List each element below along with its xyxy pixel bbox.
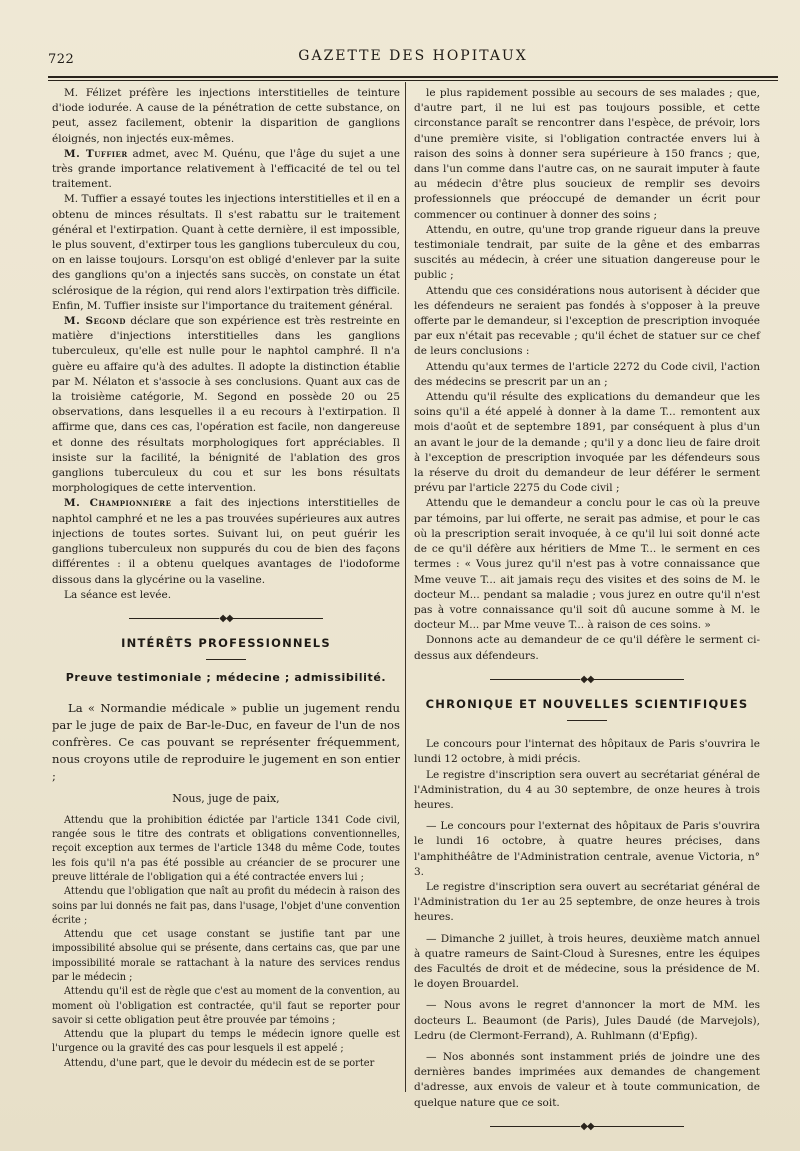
news-paragraph: Le concours pour l'internat des hôpitaux de Paris s'ouvrira le lundi 12 octobre, à midi précis. <box>414 738 760 766</box>
short-rule <box>206 659 246 660</box>
judge-line: Nous, juge de paix, <box>172 791 280 805</box>
header-rule <box>48 76 778 81</box>
paragraph-seance-levee: La séance est levée. <box>64 588 172 601</box>
judgment-paragraph: Attendu que la prohibition édictée par l'article 1341 Code civil, rangée sous le titre des contrats et obligations conventionnelles, reçoit exception aux termes de l'article 1348 du même Code, toutes les fois qu'il n'a pas été possible au créancier de se procurer une preuve littérale de l'obligation qui a été contractée envers lui ; <box>52 814 400 883</box>
paragraph-tuffier-1: M. Tuffier admet, avec M. Quénu, que l'âge du sujet a une très grande importance relativement à l'efficacité de tel ou tel traitement. <box>52 147 401 191</box>
judgment-paragraph: Attendu, d'une part, que le devoir du médecin est de se porter <box>64 1057 375 1069</box>
section-title-interets: INTÉRÊTS PROFESSIONNELS <box>121 636 331 651</box>
section-title-chronique: CHRONIQUE ET NOUVELLES SCIENTIFIQUES <box>425 696 749 711</box>
judgment-paragraph: le plus rapidement possible au secours de ses malades ; que, d'autre part, il ne lui est pas toujours possible, et cette circonstance paraît se rencontrer dans l'espèce, de prévoir, lors d'une première visite, si l'obligation contractée envers lui à raison des soins à donner sera supérieure à 150 francs ; que, dans l'un comme dans l'autre cas, on ne saurait imputer à faute au médecin d'être plus soucieux de remplir ses devoirs professionnels que préoccupé de demander un écrit pour commencer ou continuer à donner des soins ; <box>414 87 760 221</box>
judgment-paragraph: Attendu qu'il résulte des explications du demandeur que les soins qu'il a été appelé à donner à la dame T... remontent aux mois d'août et de septembre 1891, par conséquent à plus d'un an avant le jour de la demande ; qu'il y a donc lieu de faire droit à l'exception de prescription invoquée par les défendeurs sous la réserve du droit du demandeur de leur déférer le serment prévu par l'article 2275 du Code civil ; <box>414 391 760 495</box>
judgment-paragraph: Attendu que le demandeur a conclu pour le cas où la preuve par témoins, par lui offerte, ne serait pas admise, et pour le cas où la prescription serait invoquée, à ce qu'il lui soit donné acte de ce qu'il défère aux héritiers de Mme T... le serment en ces termes : « Vous jurez qu'il n'est pas à votre connaissance que Mme veuve T... ait jamais reçu des visites et des soins de M. le docteur M... pendant sa maladie ; vous jurez en outre qu'il n'est pas à votre connaissance qu'il soit dû aucune somme à M. le docteur M... par Mme veuve T... à raison de ces soins. » <box>414 497 760 632</box>
running-title: GAZETTE DES HOPITAUX <box>298 48 528 64</box>
paragraph-segond: M. Segond déclare que son expérience est très restreinte en matière d'injections interstitielles dans les ganglions tuberculeux, qu'elle est nulle pour le naphtol camphré. Il n'a guère eu affaire qu'à des adultes. Il adopte la distinction établie par M. Nélaton et s'associe à ses conclusions. Quant aux cas de la troisième catégorie, M. Segond en possède 20 ou 25 observations, dans lesquelles il a eu recours à l'extirpation. Il affirme que, dans ces cas, l'opération est facile, non dangereuse et donne des résultats morphologiques fort appréciables. Il insiste sur la facilité, la bénignité de l'ablation des gros ganglions tuberculeux du cou et sur les bons résultats morphologiques de cette intervention. <box>52 315 400 495</box>
column-divider <box>405 82 406 1092</box>
news-paragraph: — Dimanche 2 juillet, à trois heures, deuxième match annuel à quatre rameurs de Saint-Cloud à Suresnes, entre les équipes des Facultés de droit et de médecine, sous la présidence de M. le doyen Brouardel. <box>414 932 760 991</box>
speaker-name: M. Tuffier <box>64 147 128 160</box>
left-column <box>52 86 400 1071</box>
short-rule <box>567 720 607 721</box>
judgment-paragraph: Attendu qu'il est de règle que c'est au moment de la convention, au moment où l'obligation est contractée, qu'il faut se reporter pour savoir si cette obligation peut être prouvée par témoins ; <box>52 986 400 1026</box>
speaker-name: M. Championnière <box>64 497 172 510</box>
page-header <box>48 46 778 76</box>
paragraph-championniere: M. Championnière a fait des injections interstitielles de naphtol camphré et ne les a pas trouvées supérieures aux autres injections de toutes sortes. Suivant lui, on peut guérir les ganglions tuberculeux non suppurés du cou de bien des façons différentes : il a obtenu quelques avantages de l'iodoforme dissous dans la glycérine ou la vaseline. <box>52 497 400 586</box>
separator-ornament: ◆◆ <box>52 611 400 626</box>
judgment-paragraph: Attendu que l'obligation que naît au profit du médecin à raison des soins par lui donnés ne fait pas, dans l'usage, l'objet d'une convention écrite ; <box>52 886 400 926</box>
paragraph-tuffier-2: M. Tuffier a essayé toutes les injections interstitielles et il en a obtenu de minces résultats. Il s'est rabattu sur le traitement général et l'extirpation. Quant à cette dernière, il est impossible, le plus souvent, d'extirper tous les ganglions tuberculeux du cou, on en laisse toujours. Lorsqu'on est obligé d'enlever par la suite des ganglions qu'on a injectés sans succès, on constate un état sclérosique de la région, qui rend alors l'extirpation très difficile. Enfin, M. Tuffier insiste sur l'importance du traitement général. <box>52 193 401 312</box>
lead-paragraph: La « Normandie médicale » publie un jugement rendu par le juge de paix de Bar-le-Duc, en faveur de l'un de nos confrères. Ce cas pouvant se représenter fréquemment, nous croyons utile de reproduire le jugement en son entier ; <box>52 700 400 783</box>
news-paragraph: — Le concours pour l'externat des hôpitaux de Paris s'ouvrira le lundi 16 octobre, à quatre heures précises, dans l'amphithéâtre de l'Administration centrale, avenue Victoria, n° 3. <box>414 820 760 878</box>
separator-ornament: ◆◆ <box>414 672 760 687</box>
news-paragraph: — Nos abonnés sont instamment priés de joindre une des dernières bandes imprimées aux demandes de changement d'adresse, aux envois de valeur et à toute communication, de quelque nature que ce soit. <box>414 1050 760 1109</box>
judgment-paragraph: Attendu, en outre, qu'une trop grande rigueur dans la preuve testimoniale tendrait, par suite de la gêne et des embarras suscités au médecin, à créer une situation dangereuse pour le public ; <box>414 223 760 282</box>
news-paragraph: Le registre d'inscription sera ouvert au secrétariat général de l'Administration du 1er au 25 septembre, de onze heures à trois heures. <box>414 880 760 924</box>
judgment-paragraph: Attendu que la plupart du temps le médecin ignore quelle est l'urgence ou la gravité des cas pour lesquels il est appelé ; <box>52 1029 400 1055</box>
judgment-paragraph: Attendu que cet usage constant se justifie tant par une impossibilité absolue qui se présente, dans certains cas, que par une impossibilité morale se rattachant à la nature des services rendus par le médecin ; <box>52 929 400 983</box>
judgment-paragraph: Attendu qu'aux termes de l'article 2272 du Code civil, l'action des médecins se prescrit par un an ; <box>414 360 760 388</box>
subsection-title: Preuve testimoniale ; médecine ; admissibilité. <box>65 671 387 685</box>
judgment-paragraph: Donnons acte au demandeur de ce qu'il défère le serment ci-dessus aux défendeurs. <box>414 634 760 662</box>
judgment-paragraph: Attendu que ces considérations nous autorisent à décider que les défendeurs ne seraient pas fondés à s'opposer à la preuve offerte par le demandeur, si l'exception de prescription invoquée par eux n'était pas recevable ; qu'il échet de statuer sur ce chef de leurs conclusions : <box>414 284 760 358</box>
page-number: 722 <box>48 52 75 67</box>
separator-ornament: ◆◆ <box>414 1119 760 1134</box>
speaker-name: M. Segond <box>64 315 126 328</box>
news-paragraph: Le registre d'inscription sera ouvert au secrétariat général de l'Administration, du 4 au 30 septembre, de onze heures à trois heures. <box>414 768 760 811</box>
news-paragraph: — Nous avons le regret d'annoncer la mort de MM. les docteurs L. Beaumont (de Paris), Jules Daudé (de Marvejols), Ledru (de Clermont-Ferrand), A. Ruhlmann (d'Epfig). <box>414 999 760 1042</box>
paragraph-felizet: M. Félizet préfère les injections interstitielles de teinture d'iode iodurée. A cause de la pénétration de cette substance, on peut, assez facilement, obtenir la disparition de ganglions éloignés, non injectés eux-mêmes. <box>52 87 400 145</box>
right-column <box>414 86 760 1142</box>
